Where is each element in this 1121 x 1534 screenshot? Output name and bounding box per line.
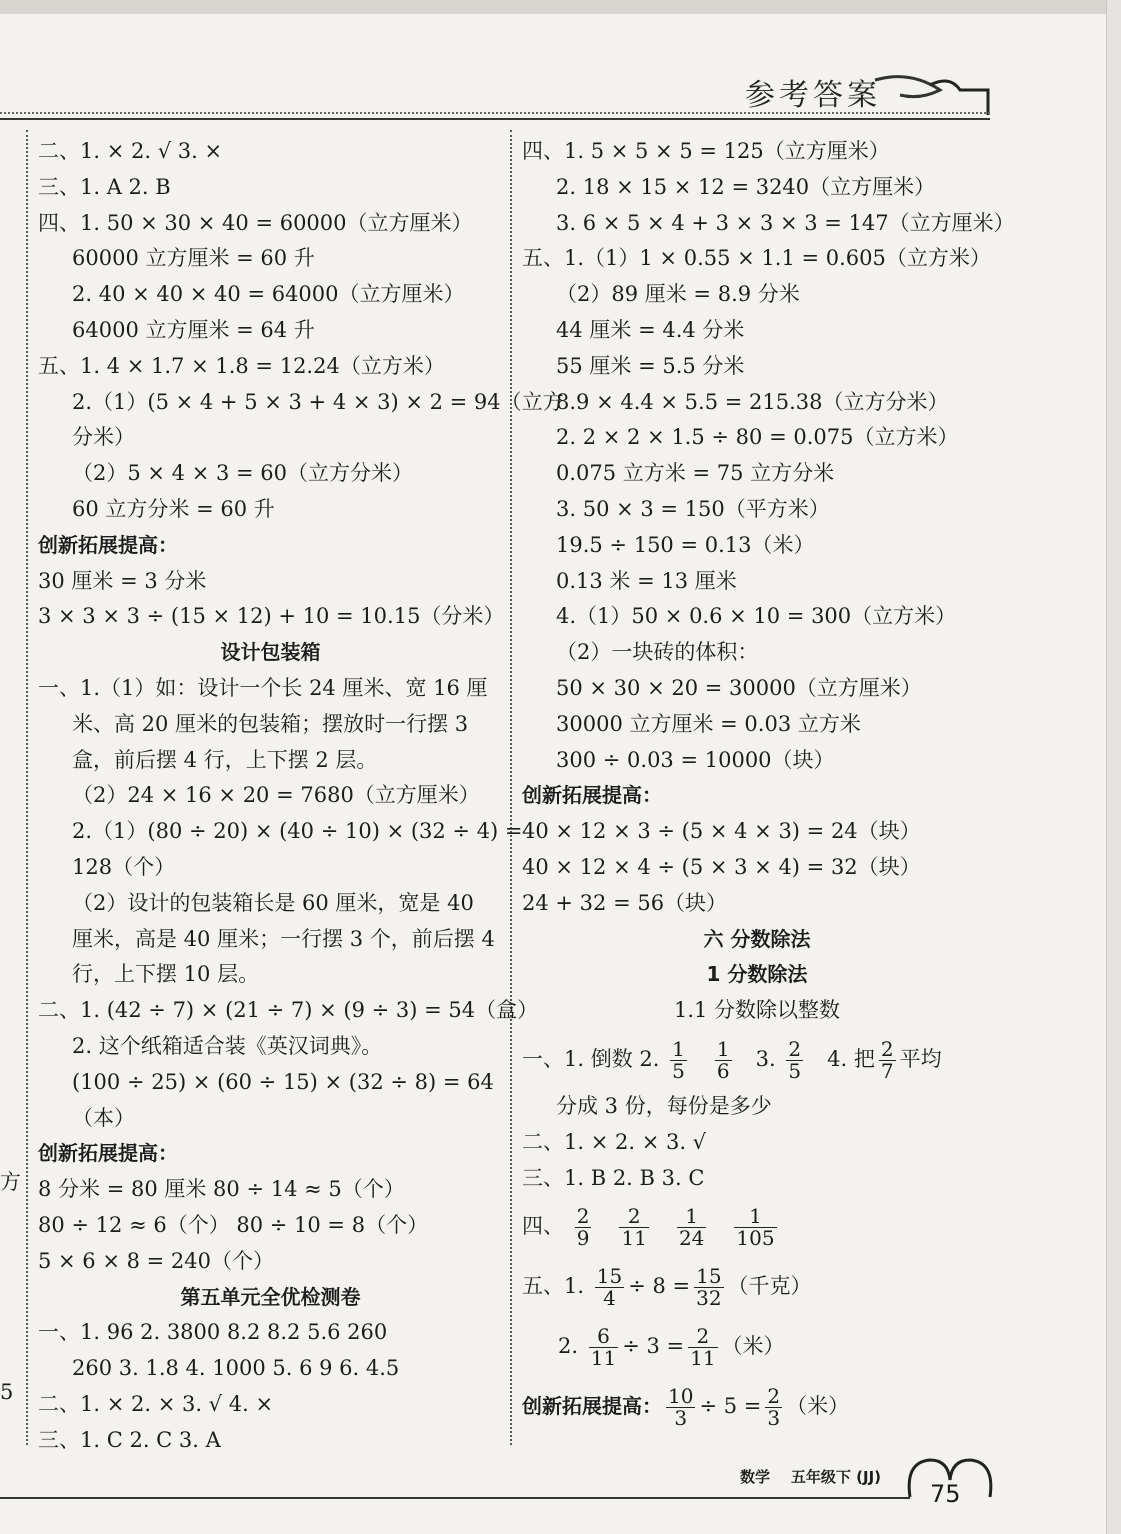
fraction xyxy=(575,1206,592,1249)
answer-line: 55 厘米 = 5.5 分米 xyxy=(556,353,745,378)
fraction-denominator: 5 xyxy=(788,1058,802,1083)
answer-line: 二、1. × 2. × 3. √ 4. × xyxy=(38,1391,274,1416)
fraction-denominator: 3 xyxy=(767,1406,781,1431)
answer-text: 四、 xyxy=(522,1214,564,1239)
fraction-denominator: 9 xyxy=(576,1226,590,1251)
section-heading: 创新拓展提高： xyxy=(38,532,178,557)
section-title: 第五单元全优检测卷 xyxy=(180,1284,361,1309)
section-heading: 创新拓展提高： xyxy=(522,1394,662,1419)
fraction xyxy=(589,1326,618,1369)
answer-text: （米） xyxy=(721,1334,785,1359)
answer-line: 行，上下摆 10 层。 xyxy=(72,962,260,987)
fraction-numerator: 2 xyxy=(767,1384,781,1409)
answer-text: 一、1. 倒数 2. xyxy=(522,1046,660,1071)
page-number: 75 xyxy=(930,1480,961,1508)
answer-line: 一、1. 96 2. 3800 8.2 8.2 5.6 260 xyxy=(38,1320,388,1345)
answer-line: （2）89 厘米 = 8.9 分米 xyxy=(556,282,800,307)
answer-line: 128（个） xyxy=(72,854,176,879)
answer-line: 2. 18 × 15 × 12 = 3240（立方厘米） xyxy=(556,174,936,199)
answer-line-fractions xyxy=(522,1316,992,1376)
subsection-title: 1.1 分数除以整数 xyxy=(673,998,841,1023)
fraction xyxy=(677,1206,706,1249)
answer-text: （米） xyxy=(786,1394,850,1419)
answer-line: （本） xyxy=(72,1105,135,1130)
fraction xyxy=(715,1036,732,1083)
fraction-numerator: 1 xyxy=(716,1036,730,1061)
fraction-numerator: 6 xyxy=(589,1326,618,1348)
fraction xyxy=(879,1036,896,1083)
fraction-denominator: 11 xyxy=(621,1226,647,1251)
fraction-numerator: 2 xyxy=(688,1326,717,1348)
fraction xyxy=(688,1326,717,1369)
fraction xyxy=(734,1206,776,1249)
answer-text: ÷ 5 = xyxy=(699,1394,762,1419)
answer-text: ÷ 3 = xyxy=(622,1334,685,1359)
answer-line: (100 ÷ 25) × (60 ÷ 15) × (32 ÷ 8) = 64 xyxy=(72,1069,494,1094)
fraction-denominator: 24 xyxy=(678,1226,705,1251)
right-column xyxy=(522,134,1015,1436)
fraction-numerator: 2 xyxy=(880,1036,894,1061)
scan-top-edge xyxy=(0,0,1121,14)
answer-line: 50 × 30 × 20 = 30000（立方厘米） xyxy=(556,675,922,700)
answer-text: （千克） xyxy=(727,1274,812,1299)
left-column xyxy=(38,134,564,1458)
answer-line: 分成 3 份，每份是多少 xyxy=(556,1093,772,1118)
fraction xyxy=(595,1266,624,1309)
answer-line: 260 3. 1.8 4. 1000 5. 6 9 6. 4.5 xyxy=(72,1356,400,1381)
footer-grade: 五年级下 (JJ) xyxy=(790,1468,882,1486)
answer-line: 0.13 米 = 13 厘米 xyxy=(556,568,737,593)
fraction xyxy=(694,1266,723,1309)
left-margin-divider xyxy=(26,130,28,1445)
answer-line: 盒，前后摆 4 行，上下摆 2 层。 xyxy=(72,747,378,772)
answer-line: 2. 2 × 2 × 1.5 ÷ 80 = 0.075（立方米） xyxy=(556,425,959,450)
answer-line: 30000 立方厘米 = 0.03 立方米 xyxy=(556,711,861,736)
fraction-denominator: 6 xyxy=(716,1058,730,1083)
answer-line: 2. 这个纸箱适合装《英汉词典》。 xyxy=(72,1033,383,1058)
answer-text: 平均 xyxy=(899,1046,942,1071)
fraction-numerator: 1 xyxy=(734,1206,776,1228)
answer-line: 4.（1）50 × 0.6 × 10 = 300（立方米） xyxy=(556,604,957,629)
scan-right-edge xyxy=(1106,0,1121,1534)
answer-line: 64000 立方厘米 = 64 升 xyxy=(72,317,315,342)
section-heading: 创新拓展提高： xyxy=(522,783,662,808)
answer-line: 3. 6 × 5 × 4 + 3 × 3 × 3 = 147（立方厘米） xyxy=(556,210,1015,235)
answer-line: 厘米，高是 40 厘米；一行摆 3 个，前后摆 4 xyxy=(72,926,495,951)
cropped-edge-char: 方 xyxy=(0,1170,21,1194)
answer-text: 4. 把 xyxy=(827,1046,875,1071)
answer-line: （2）设计的包装箱长是 60 厘米，宽是 40 xyxy=(72,890,474,915)
fraction xyxy=(666,1386,695,1429)
fraction-numerator: 1 xyxy=(672,1036,685,1061)
page-header-title: 参考答案 xyxy=(745,78,881,113)
answer-line: （2）24 × 16 × 20 = 7680（立方厘米） xyxy=(72,783,480,808)
answer-line-fractions xyxy=(522,1376,992,1436)
fraction-denominator: 11 xyxy=(690,1346,716,1371)
answer-line-fractions xyxy=(522,1256,992,1316)
answer-line: 二、1. × 2. √ 3. × xyxy=(38,139,223,163)
fraction xyxy=(786,1036,803,1083)
section-title: 设计包装箱 xyxy=(220,640,321,665)
answer-line: 30 厘米 = 3 分米 xyxy=(38,568,207,593)
answer-line: 四、1. 5 × 5 × 5 = 125（立方厘米） xyxy=(522,139,890,163)
answer-line: 5 × 6 × 8 = 240（个） xyxy=(38,1248,275,1273)
answer-line: 60 立方分米 = 60 升 xyxy=(72,496,275,521)
cropped-edge-char: 5 xyxy=(0,1380,14,1404)
answer-line: 米、高 20 厘米的包装箱；摆放时一行摆 3 xyxy=(72,711,469,736)
fraction-denominator: 3 xyxy=(674,1406,688,1431)
answer-line: 0.075 立方米 = 75 立方分米 xyxy=(556,461,835,486)
column-divider xyxy=(510,130,512,1445)
answer-line: 60000 立方厘米 = 60 升 xyxy=(72,246,315,271)
answer-line: （2）一块砖的体积： xyxy=(556,640,759,665)
answer-line: 3 × 3 × 3 ÷ (15 × 12) + 10 = 10.15（分米） xyxy=(38,604,505,629)
answer-line: 二、1. × 2. × 3. √ xyxy=(522,1129,707,1154)
answer-line: 300 ÷ 0.03 = 10000（块） xyxy=(556,747,835,772)
section-title: 1 分数除法 xyxy=(706,962,808,987)
answer-text: 五、1. xyxy=(522,1274,585,1299)
answer-text: 3. xyxy=(755,1046,776,1071)
fraction xyxy=(619,1206,648,1249)
fraction-denominator: 32 xyxy=(696,1286,722,1311)
answer-line: 五、1. 4 × 1.7 × 1.8 = 12.24（立方米） xyxy=(38,353,445,378)
answer-line: 五、1.（1）1 × 0.55 × 1.1 = 0.605（立方米） xyxy=(522,246,991,271)
fraction xyxy=(765,1386,782,1429)
fraction-denominator: 105 xyxy=(736,1226,775,1251)
fraction-numerator: 15 xyxy=(696,1264,722,1289)
fraction-numerator: 1 xyxy=(677,1206,706,1228)
answer-text: ÷ 8 = xyxy=(628,1274,691,1299)
answer-line: 19.5 ÷ 150 = 0.13（米） xyxy=(556,532,815,557)
footer-rule xyxy=(0,1497,910,1499)
chapter-title: 六 分数除法 xyxy=(703,926,811,951)
answer-line: 24 + 32 = 56（块） xyxy=(522,890,728,915)
answer-line: 80 ÷ 12 ≈ 6（个） 80 ÷ 10 = 8（个） xyxy=(38,1212,429,1237)
answer-line: 一、1.（1）如：设计一个长 24 厘米、宽 16 厘 xyxy=(38,675,488,700)
fraction-denominator: 7 xyxy=(880,1058,894,1083)
answer-line-fractions xyxy=(522,1196,992,1256)
fraction-numerator: 10 xyxy=(668,1384,694,1409)
answer-line: 2. 40 × 40 × 40 = 64000（立方厘米） xyxy=(72,282,465,307)
answer-line: 三、1. C 2. C 3. A xyxy=(38,1427,221,1452)
answer-line-fractions xyxy=(522,1029,992,1089)
answer-line: 8.9 × 4.4 × 5.5 = 215.38（立方分米） xyxy=(556,389,949,414)
fraction-numerator: 2 xyxy=(788,1036,802,1061)
fraction-denominator: 5 xyxy=(672,1058,685,1083)
fraction-denominator: 4 xyxy=(603,1286,616,1311)
section-heading: 创新拓展提高： xyxy=(38,1141,178,1166)
footer-subject: 数学 xyxy=(740,1468,771,1486)
fraction-numerator: 15 xyxy=(596,1264,623,1289)
fraction-numerator: 2 xyxy=(576,1204,590,1229)
answer-line: 四、1. 50 × 30 × 40 = 60000（立方厘米） xyxy=(38,210,473,235)
answer-text: 2. xyxy=(558,1334,579,1359)
answer-line: 2.（1）(5 × 4 + 5 × 3 + 4 × 3) × 2 = 94（立方 xyxy=(72,389,564,414)
header-solid-rule xyxy=(0,118,990,120)
fraction-numerator: 2 xyxy=(619,1206,648,1228)
answer-line: 40 × 12 × 4 ÷ (5 × 3 × 4) = 32（块） xyxy=(522,854,921,879)
header-dotted-rule xyxy=(0,112,990,114)
answer-line: 分米） xyxy=(72,425,135,450)
footer-label xyxy=(740,1466,881,1487)
answer-line: 44 厘米 = 4.4 分米 xyxy=(556,317,745,342)
answer-line: 40 × 12 × 3 ÷ (5 × 4 × 3) = 24（块） xyxy=(522,819,921,844)
answer-line: （2）5 × 4 × 3 = 60（立方分米） xyxy=(72,461,414,486)
fraction-denominator: 11 xyxy=(590,1346,617,1371)
answer-line: 二、1. (42 ÷ 7) × (21 ÷ 7) × (9 ÷ 3) = 54（盒） xyxy=(38,998,539,1023)
fraction xyxy=(670,1036,687,1083)
answer-line: 3. 50 × 3 = 150（平方米） xyxy=(556,496,830,521)
answer-line: 三、1. B 2. B 3. C xyxy=(522,1165,705,1190)
answer-line: 8 分米 = 80 厘米 80 ÷ 14 ≈ 5（个） xyxy=(38,1177,405,1202)
answer-line: 2.（1）(80 ÷ 20) × (40 ÷ 10) × (32 ÷ 4) = xyxy=(72,819,523,844)
answer-line: 三、1. A 2. B xyxy=(38,174,171,199)
